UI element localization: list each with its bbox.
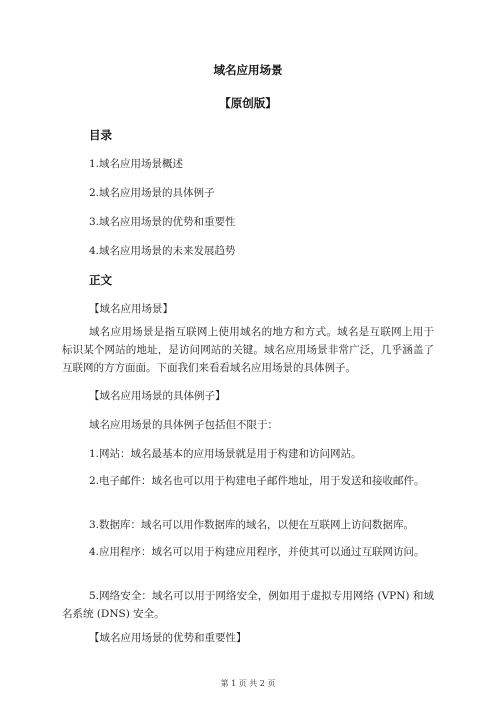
section-heading: 【域名应用场景的优势和重要性】 — [89, 632, 247, 644]
list-item: 5.网络安全：域名可以用于网络安全，例如用于虚拟专用网络 (VPN) 和域名系统 (DNS) 安全。 — [62, 590, 434, 620]
document-title: 域名应用场景 — [213, 63, 283, 77]
list-item: 1.网站：域名最基本的应用场景就是用于构建和访问网站。 — [89, 448, 362, 460]
section-heading: 【域名应用场景】 — [89, 303, 173, 315]
document-subtitle: 【原创版】 — [219, 96, 277, 110]
toc-item: 4.域名应用场景的未来发展趋势 — [89, 245, 236, 257]
body-paragraph: 域名应用场景是指互联网上使用域名的地方和方式。域名是互联网上用于标识某个网站的地址，是访问网站的关键。域名应用场景非常广泛，几乎涵盖了互联网的方方面面。下面我们来看看域名应用场景的具体例子。 — [62, 326, 434, 374]
list-item: 4.应用程序：域名可以用于构建应用程序，并使其可以通过互联网访问。 — [89, 546, 425, 558]
toc-heading: 目录 — [89, 128, 112, 142]
page-footer: 第 1 页 共 2 页 — [220, 679, 276, 688]
toc-item: 2.域名应用场景的具体例子 — [89, 187, 215, 199]
body-heading: 正文 — [89, 273, 112, 287]
toc-item: 3.域名应用场景的优势和重要性 — [89, 216, 236, 228]
list-intro: 域名应用场景的具体例子包括但不限于： — [89, 419, 278, 431]
section-heading: 【域名应用场景的具体例子】 — [89, 390, 226, 402]
toc-item: 1.域名应用场景概述 — [89, 158, 184, 170]
list-item: 3.数据库：域名可以用作数据库的域名，以便在互联网上访问数据库。 — [89, 519, 415, 531]
list-item: 2.电子邮件：域名也可以用于构建电子邮件地址，用于发送和接收邮件。 — [89, 475, 425, 487]
